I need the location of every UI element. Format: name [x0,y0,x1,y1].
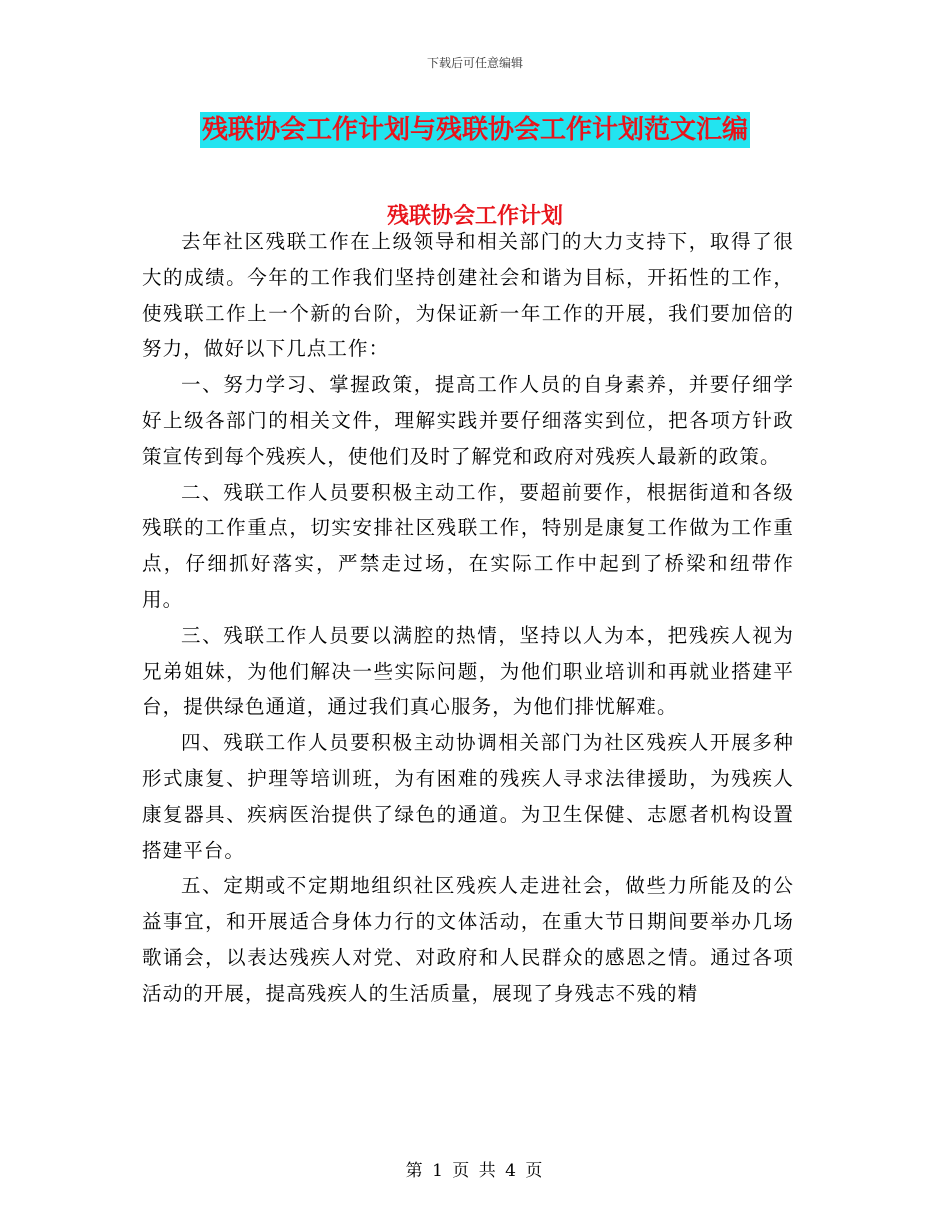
page-number-footer: 第 1 页 共 4 页 [405,1161,545,1181]
paragraph: 五、定期或不定期地组织社区残疾人走进社会，做些力所能及的公益事宜，和开展适合身体力行的文体活动，在重大节日期间要举办几场歌诵会，以表达残疾人对党、对政府和人民群众的感恩之情。通过各项活动的开展，提高残疾人的生活质量，展现了身残志不残的精 [142,874,794,1005]
main-title: 残联协会工作计划与残联协会工作计划范文汇编 [200,112,750,148]
paragraph: 一、努力学习、掌握政策，提高工作人员的自身素养，并要仔细学好上级各部门的相关文件，理解实践并要仔细落实到位，把各项方针政策宣传到每个残疾人，使他们及时了解党和政府对残疾人最新的政策。 [142,373,794,468]
paragraph: 三、残联工作人员要以满腔的热情，坚持以人为本，把残疾人视为兄弟姐妹，为他们解决一些实际问题，为他们职业培训和再就业搭建平台，提供绿色通道，通过我们真心服务，为他们排忧解难。 [142,623,794,719]
header-note: 下载后可任意编辑 [426,56,523,70]
paragraph: 四、残联工作人员要积极主动协调相关部门为社区残疾人开展多种形式康复、护理等培训班，为有困难的残疾人寻求法律援助，为残疾人康复器具、疾病医治提供了绿色的通道。为卫生保健、志愿者机构设置搭建平台。 [142,731,794,862]
paragraph: 二、残联工作人员要积极主动工作，要超前要作，根据街道和各级残联的工作重点，切实安排社区残联工作，特别是康复工作做为工作重点，仔细抓好落实，严禁走过场，在实际工作中起到了桥梁和纽带作用。 [142,480,794,611]
section-title: 残联协会工作计划 [386,204,563,229]
document-body [142,224,794,1012]
main-title-wrapper [0,112,950,148]
paragraph: 去年社区残联工作在上级领导和相关部门的大力支持下，取得了很大的成绩。今年的工作我们坚持创建社会和谐为目标，开拓性的工作，使残联工作上一个新的台阶，为保证新一年工作的开展，我们要加倍的努力，做好以下几点工作： [142,230,794,361]
